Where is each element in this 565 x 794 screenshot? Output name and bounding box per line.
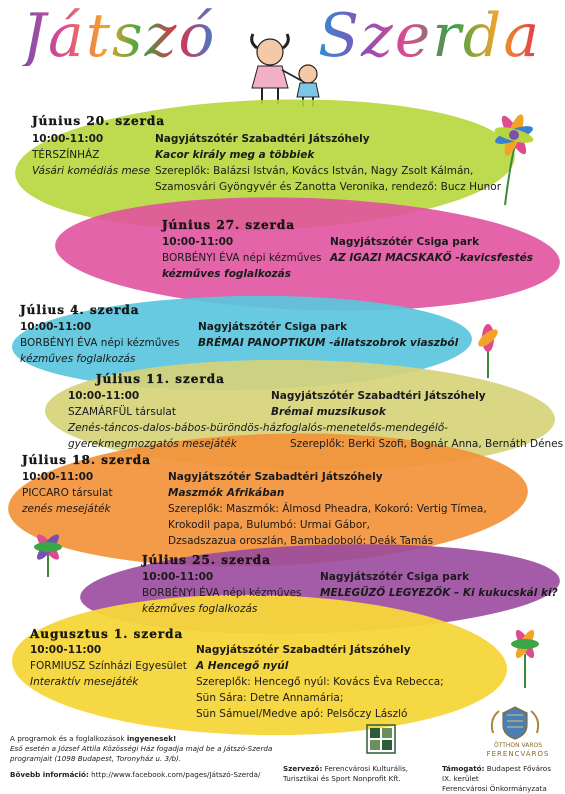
- free-note-bold: ingyenesek!: [126, 734, 177, 743]
- more-info-label: Bővebb információ:: [10, 770, 89, 779]
- event-time: 10:00-11:00: [30, 644, 102, 656]
- event-time: 10:00-11:00: [22, 471, 94, 483]
- event-date: Július 18. szerda: [22, 453, 151, 467]
- event-genre: kézműves foglalkozás: [162, 268, 291, 280]
- event-time: 10:00-11:00: [20, 321, 92, 333]
- event-venue: Nagyjátszótér Csiga park: [320, 571, 470, 583]
- event-show: Maszmók Afrikában: [168, 487, 285, 499]
- organizer-label: Szervező:: [283, 764, 323, 773]
- event-cast: Sün Sára: Detre Annamária;: [196, 692, 344, 704]
- event-june-27: [162, 218, 542, 280]
- event-cast: Szamosvári Gyöngyvér és Zanotta Veronika, rendező: Bucz Hunor: [155, 181, 502, 193]
- flower-decoration-3: [20, 525, 75, 580]
- event-july-11: [68, 372, 564, 450]
- event-genre: kézműves foglalkozás: [20, 353, 136, 365]
- crest-caption: [478, 742, 558, 758]
- crest-caption-1: ÖTTHON VAROS: [493, 742, 543, 749]
- event-date: Július 4. szerda: [20, 303, 140, 317]
- rain-note: Eső esetén a József Attila Közösségi Ház fogadja majd be a Játszó-Szerda: [10, 744, 273, 753]
- event-june-20: [32, 114, 502, 193]
- event-show: Brémai muzsikusok: [271, 406, 386, 418]
- event-venue: Nagyjátszótér Szabadtéri Játszóhely: [155, 133, 370, 145]
- event-date: Augusztus 1. szerda: [30, 627, 184, 641]
- event-cast: Szereplők: Hencegő nyúl: Kovács Éva Rebecca;: [196, 676, 444, 688]
- event-venue: Nagyjátszótér Csiga park: [330, 236, 480, 248]
- event-show: A Hencegő nyúl: [196, 660, 289, 672]
- title-text-1: Játszó: [22, 1, 217, 71]
- more-info-link[interactable]: http://www.facebook.com/pages/Játszó-Szerda/: [91, 770, 261, 779]
- supporter-label: Támogató:: [442, 764, 485, 773]
- event-cast: Szereplők: Berki Szofi, Bognár Anna, Bernáth Dénes: [290, 438, 564, 450]
- event-august-1: [30, 627, 490, 720]
- flower-decoration-2: [470, 320, 510, 380]
- event-time: 10:00-11:00: [32, 133, 104, 145]
- event-company: SZAMÁRFÜL társulat: [68, 406, 176, 418]
- organizer-info: [283, 764, 433, 784]
- event-time: 10:00-11:00: [162, 236, 234, 248]
- event-time: 10:00-11:00: [68, 390, 140, 402]
- organizer-name: Ferencvárosi Kulturális,: [324, 764, 409, 773]
- event-show: BRÉMAI PANOPTIKUM -állatszobrok viaszból: [198, 337, 459, 349]
- event-venue: Nagyjátszótér Szabadtéri Játszóhely: [271, 390, 486, 402]
- flower-decoration-4: [500, 620, 550, 690]
- ferencvaros-crest: [485, 703, 545, 743]
- event-genre: Interaktív mesejáték: [30, 676, 139, 688]
- event-cast: Dzsadszazua oroszlán, Bambadoboló: Deák Tamás: [168, 535, 434, 547]
- event-show: Kacor király meg a többiek: [155, 149, 315, 161]
- event-company: BORBÉNYI ÉVA népi kézműves: [142, 587, 302, 599]
- organizer-name-2: Turisztikai és Sport Nonprofit Kft.: [283, 774, 401, 783]
- event-company: BORBÉNYI ÉVA népi kézműves: [162, 252, 322, 264]
- event-july-4: [20, 303, 460, 365]
- event-july-18: [22, 453, 487, 547]
- event-cast: Szereplők: Maszmók: Álmosd Pheadra, Kokoró: Vertig Tímea,: [168, 503, 487, 515]
- supporter-name-2: Ferencvárosi Önkormányzata: [442, 784, 547, 793]
- title-text-2: Szerda: [318, 1, 542, 71]
- supporter-info: [442, 764, 562, 794]
- event-date: Június 20. szerda: [32, 114, 166, 128]
- event-venue: Nagyjátszótér Szabadtéri Játszóhely: [168, 471, 383, 483]
- free-note: [10, 734, 340, 744]
- event-genre: Zenés-táncos-dalos-bábos-büröndös-házfoglalós-menetelős-mendegélő-: [68, 422, 448, 434]
- event-company: PICCARO társulat: [22, 487, 113, 499]
- title-word-szerda: [318, 1, 542, 71]
- title-word-jatszo: [22, 1, 217, 71]
- event-genre: gyerekmegmozgatós mesejáték: [68, 438, 237, 450]
- event-cast: Szereplők: Balázsi István, Kovács István, Nagy Zsolt Kálmán,: [155, 165, 474, 177]
- event-show: MELEGŰZŐ LEGYEZŐK – Ki kukucskál ki?: [320, 587, 558, 599]
- free-note-text: A programok és a foglalkozások: [10, 734, 125, 743]
- event-july-25: [116, 553, 558, 615]
- event-venue: Nagyjátszótér Szabadtéri Játszóhely: [196, 644, 411, 656]
- event-show: AZ IGAZI MACSKAKŐ -kavicsfestés: [330, 252, 534, 264]
- event-cast: Krokodil papa, Bulumbó: Urmai Gábor,: [168, 519, 370, 531]
- rain-note: programjait (1098 Budapest, Toronyház u. 3/b).: [10, 754, 182, 763]
- crest-caption-2: FERENCVÁROS: [486, 750, 550, 758]
- event-company: TÉRSZÍNHÁZ: [32, 149, 100, 161]
- event-time: 10:00-11:00: [142, 571, 214, 583]
- event-company: FORMIUSZ Színházi Egyesület: [30, 660, 187, 672]
- flower-decoration-1: [470, 105, 550, 215]
- event-date: Július 11. szerda: [96, 372, 225, 386]
- organizer-logo: [366, 724, 396, 754]
- event-date: Június 27. szerda: [162, 218, 296, 232]
- event-genre: kézműves foglalkozás: [142, 603, 258, 615]
- supporter-name: Budapest Főváros IX. kerület: [442, 764, 551, 783]
- event-genre: Vásári komédiás mese: [32, 165, 151, 177]
- event-company: BORBÉNYI ÉVA népi kézműves: [20, 337, 180, 349]
- event-date: Július 25. szerda: [142, 553, 271, 567]
- event-genre: zenés mesejáték: [22, 503, 111, 515]
- event-venue: Nagyjátszótér Csiga park: [198, 321, 348, 333]
- event-cast: Sün Sámuel/Medve apó: Pelsőczy László: [196, 708, 408, 720]
